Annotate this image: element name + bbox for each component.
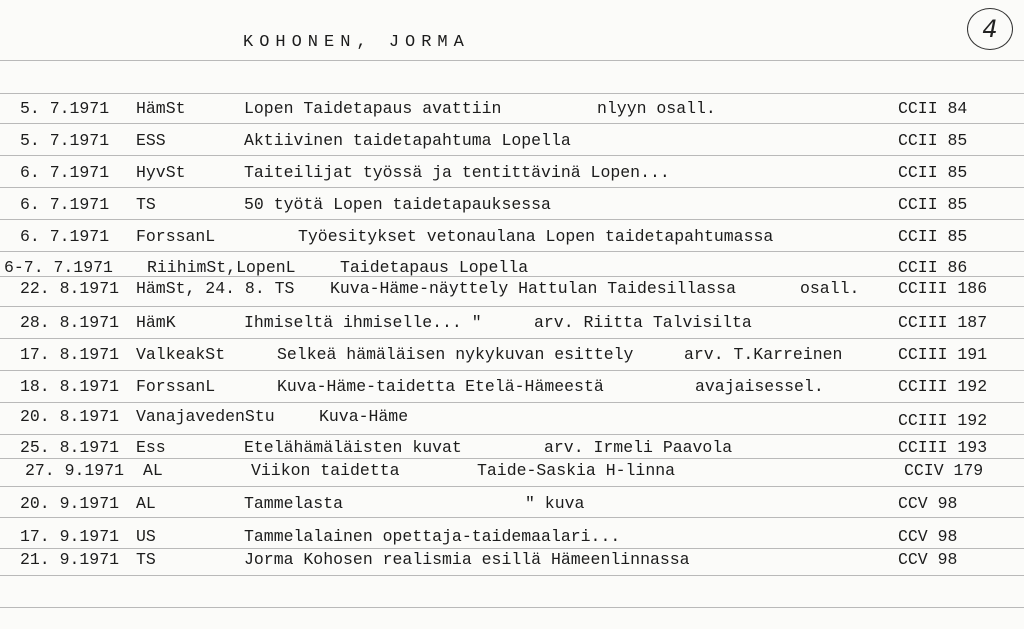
entry-note: arv. Riitta Talvisilta	[534, 313, 752, 332]
entry-date: 17. 8.1971	[20, 345, 120, 364]
entry-ref: CCII 85	[898, 195, 968, 214]
entry-date: 17. 9.1971	[20, 527, 120, 546]
entry-headline: Jorma Kohosen realismia esillä Hämeenlinnassa	[244, 550, 690, 569]
entry-source: TS	[136, 550, 156, 569]
entry-ref: CCII 84	[898, 99, 968, 118]
ruled-line	[0, 575, 1024, 576]
entry-note: arv. Irmeli Paavola	[544, 438, 733, 457]
ruled-line	[0, 517, 1024, 518]
entry-ref: CCIII 193	[898, 438, 988, 457]
entry-date: 6. 7.1971	[20, 195, 110, 214]
entry-ref: CCIII 187	[898, 313, 988, 332]
entry-row	[0, 195, 1024, 215]
entry-note: Taide-Saskia H-linna	[477, 461, 676, 480]
entry-row	[0, 279, 1024, 299]
entry-headline: Selkeä hämäläisen nykykuvan esittely	[277, 345, 634, 364]
entry-row	[0, 163, 1024, 183]
entry-headline: Aktiivinen taidetapahtuma Lopella	[244, 131, 571, 150]
entry-date: 5. 7.1971	[20, 131, 110, 150]
entry-source: TS	[136, 195, 156, 214]
entry-row	[0, 345, 1024, 365]
entry-date: 6. 7.1971	[20, 227, 110, 246]
entry-row	[0, 377, 1024, 397]
entry-source: ForssanL	[136, 227, 216, 246]
ruled-line	[0, 60, 1024, 61]
entry-date: 20. 9.1971	[20, 494, 120, 513]
entry-source: ForssanL	[136, 377, 216, 396]
entry-ref: CCIII 192	[898, 411, 988, 430]
entry-source: VanajavedenStu	[136, 407, 275, 426]
entry-row	[0, 258, 1024, 278]
entry-note: " kuva	[525, 494, 585, 513]
entry-ref: CCV 98	[898, 494, 958, 513]
entry-source: HämK	[136, 313, 176, 332]
ruled-line	[0, 338, 1024, 339]
entry-ref: CCIII 192	[898, 377, 988, 396]
entry-source: AL	[136, 494, 156, 513]
entry-headline: Lopen Taidetapaus avattiin	[244, 99, 502, 118]
entry-note: avajaisessel.	[695, 377, 824, 396]
entry-ref: CCII 85	[898, 227, 968, 246]
entry-row	[0, 131, 1024, 151]
ruled-line	[0, 187, 1024, 188]
ruled-line	[0, 607, 1024, 608]
entry-source: HämSt, 24. 8. TS	[136, 279, 295, 298]
entry-row	[0, 494, 1024, 514]
entry-source: ValkeakSt	[136, 345, 226, 364]
entry-row	[0, 227, 1024, 247]
entry-headline: Tammelasta	[244, 494, 344, 513]
entry-date: 21. 9.1971	[20, 550, 120, 569]
ruled-line	[0, 402, 1024, 403]
entry-note: arv. T.Karreinen	[684, 345, 843, 364]
entry-headline: Viikon taidetta	[251, 461, 400, 480]
entry-date: 18. 8.1971	[20, 377, 120, 396]
ruled-line	[0, 486, 1024, 487]
ruled-line	[0, 219, 1024, 220]
entry-source: Ess	[136, 438, 166, 457]
entry-headline: Tammelalainen opettaja-taidemaalari...	[244, 527, 621, 546]
entry-headline: 50 työtä Lopen taidetapauksessa	[244, 195, 551, 214]
entry-headline: Taiteilijat työssä ja tentittävinä Lopen...	[244, 163, 670, 182]
entry-date: 22. 8.1971	[20, 279, 120, 298]
entry-ref: CCII 85	[898, 163, 968, 182]
entry-source: US	[136, 527, 156, 546]
ruled-line	[0, 370, 1024, 371]
entry-source: ESS	[136, 131, 166, 150]
entry-note: nlyyn osall.	[597, 99, 716, 118]
entry-ref: CCII 86	[898, 258, 968, 277]
entry-date: 6-7. 7.1971	[4, 258, 113, 277]
ruled-line	[0, 155, 1024, 156]
entry-source: HyvSt	[136, 163, 186, 182]
entry-headline: Kuva-Häme-näyttely Hattulan Taidesillassa	[330, 279, 736, 298]
entry-date: 5. 7.1971	[20, 99, 110, 118]
entry-headline: Kuva-Häme-taidetta Etelä-Hämeestä	[277, 377, 604, 396]
entry-headline: Kuva-Häme	[319, 407, 409, 426]
ruled-line	[0, 306, 1024, 307]
ruled-line	[0, 93, 1024, 94]
entry-date: 25. 8.1971	[20, 438, 120, 457]
entry-headline: Etelähämäläisten kuvat	[244, 438, 462, 457]
entry-ref: CCIII 186	[898, 279, 988, 298]
entry-ref: CCV 98	[898, 527, 958, 546]
entry-source: RiihimSt,LopenL	[147, 258, 296, 277]
entry-date: 28. 8.1971	[20, 313, 120, 332]
ruled-line	[0, 251, 1024, 252]
entry-row	[0, 99, 1024, 119]
entry-source: AL	[143, 461, 163, 480]
entry-row	[0, 461, 1024, 481]
entry-source: HämSt	[136, 99, 186, 118]
entry-row	[0, 438, 1024, 458]
ruled-line	[0, 458, 1024, 459]
entry-note: osall.	[800, 279, 860, 298]
entry-headline: Työesitykset vetonaulana Lopen taidetapahtumassa	[298, 227, 774, 246]
ruled-line	[0, 123, 1024, 124]
entry-ref: CCIII 191	[898, 345, 988, 364]
entry-date: 6. 7.1971	[20, 163, 110, 182]
entry-ref: CCV 98	[898, 550, 958, 569]
entry-date: 27. 9.1971	[25, 461, 125, 480]
entry-row	[0, 527, 1024, 547]
entry-date: 20. 8.1971	[20, 407, 120, 426]
page-number: 4	[967, 8, 1013, 50]
ruled-line	[0, 434, 1024, 435]
entry-ref: CCII 85	[898, 131, 968, 150]
entry-row	[0, 407, 1024, 430]
entry-row	[0, 313, 1024, 333]
entry-headline: Taidetapaus Lopella	[340, 258, 529, 277]
card-title: KOHONEN, JORMA	[243, 33, 470, 52]
entry-ref: CCIV 179	[904, 461, 984, 480]
entry-row	[0, 550, 1024, 570]
entry-headline: Ihmiseltä ihmiselle... "	[244, 313, 482, 332]
ruled-line	[0, 548, 1024, 549]
